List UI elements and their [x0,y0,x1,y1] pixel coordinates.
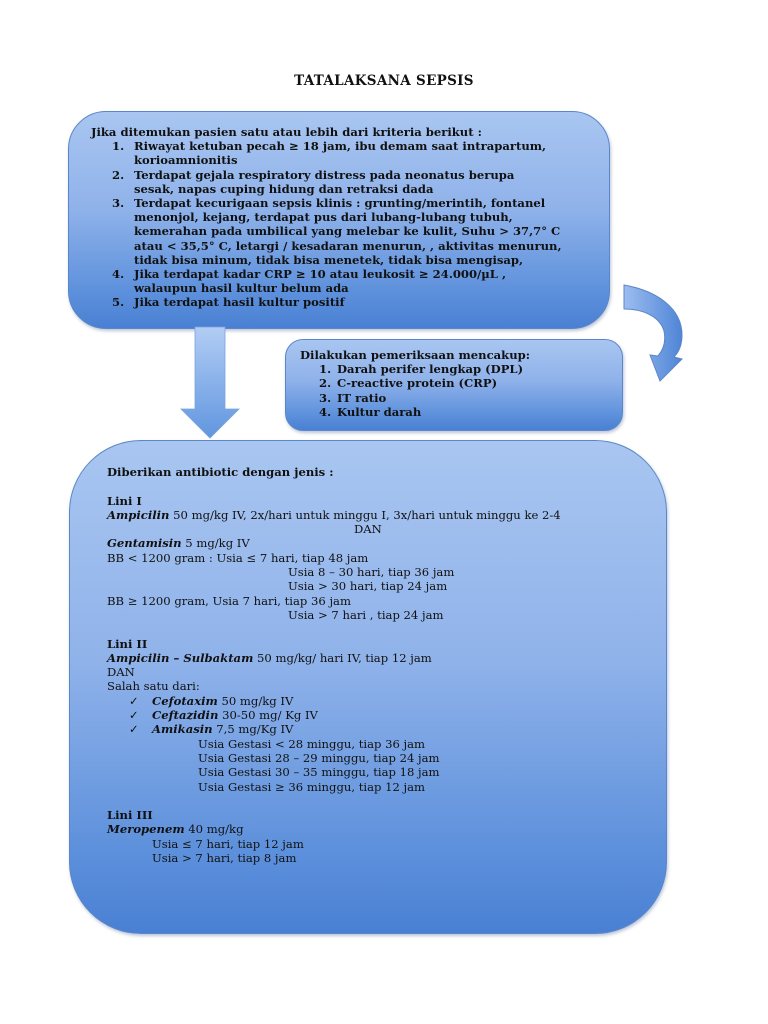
list-item: 2. Terdapat gejala respiratory distress pada neonatus berupa sesak, napas cuping hidung dan retraksi dada [112,167,515,196]
ampicilin-line: Ampicilin 50 mg/kg IV, 2x/hari untuk minggu I, 3x/hari untuk minggu ke 2-4 [107,507,561,522]
criteria-box [68,111,610,329]
list-item: 5. Jika terdapat hasil kultur positif [112,295,345,310]
list-item: 1. Riwayat ketuban pecah ≥ 18 jam, ibu demam saat intrapartum, korioamnionitis [112,139,547,168]
gestasi-line: Usia Gestasi < 28 minggu, tiap 36 jam [198,736,426,751]
examination-list [300,362,608,419]
gestasi-line: Usia Gestasi 30 – 35 minggu, tiap 18 jam [198,765,440,780]
gentamisin-line: Gentamisin 5 mg/kg IV [107,536,250,551]
meropenem-age: Usia ≤ 7 hari, tiap 12 jam [152,836,304,851]
lini-2-heading: Lini II [107,636,148,651]
option-amikasin: ✓ Amikasin 7,5 mg/Kg IV [107,722,646,736]
bb-over-1200: BB ≥ 1200 gram, Usia 7 hari, tiap 36 jam [107,593,351,608]
lini-1-heading: Lini I [107,493,142,508]
examination-intro: Dilakukan pemeriksaan mencakup: [300,348,531,362]
examination-box [285,339,623,431]
down-arrow-icon [178,327,242,439]
salah-satu-label: Salah satu dari: [107,679,200,694]
list-item: 1. Darah perifer lengkap (DPL) [319,362,524,377]
list-item: 2. C-reactive protein (CRP) [319,376,498,391]
antibiotic-intro: Diberikan antibiotic dengan jenis : [107,465,334,479]
check-icon: ✓ [129,708,139,723]
list-item: 4. Kultur darah [319,404,422,419]
gestasi-line: Usia Gestasi ≥ 36 minggu, tiap 12 jam [198,779,426,794]
dan-label: DAN [107,665,135,680]
bb-under-1200: BB < 1200 gram : Usia ≤ 7 hari, tiap 48 jam [107,550,369,565]
option-ceftazidin: ✓ Ceftazidin 30-50 mg/ Kg IV [107,708,646,722]
list-item: 3. Terdapat kecurigaan sepsis klinis : grunting/merintih, fontanel menonjol, kejang, terdapat pus dari lubang-lubang tubuh, kemerahan pada umbilical yang melebar ke kulit, Suhu > 37,7° C atau < 35,5° C, letargi / kesadaran menurun, , aktivitas menurun, tidak bisa minum, tidak bisa menetek, tidak bisa mengisap, [112,196,562,267]
bb-under-1200-age-b: Usia > 30 hari, tiap 24 jam [288,579,448,594]
gestasi-line: Usia Gestasi 28 – 29 minggu, tiap 24 jam [198,750,440,765]
bb-over-1200-age: Usia > 7 hari , tiap 24 jam [288,607,444,622]
check-icon: ✓ [129,722,139,737]
list-item: 3. IT ratio [319,390,387,405]
check-icon: ✓ [129,693,139,708]
curved-arrow-icon [620,283,690,383]
page-title: TATALAKSANA SEPSIS [294,73,474,89]
lini-3-heading: Lini III [107,808,153,823]
bb-under-1200-age-a: Usia 8 – 30 hari, tiap 36 jam [288,565,455,580]
criteria-intro: Jika ditemukan pasien satu atau lebih dari kriteria berikut : [91,125,482,139]
dan-label: DAN [354,522,382,537]
option-cefotaxim: ✓ Cefotaxim 50 mg/kg IV [107,694,646,708]
list-item: 4. Jika terdapat kadar CRP ≥ 10 atau leukosit ≥ 24.000/µL , walaupun hasil kultur belum ada [112,267,506,296]
meropenem-age: Usia > 7 hari, tiap 8 jam [152,851,297,866]
ampicilin-sulbaktam-line: Ampicilin – Sulbaktam 50 mg/kg/ hari IV, tiap 12 jam [107,650,432,665]
meropenem-line: Meropenem 40 mg/kg [107,822,244,837]
antibiotic-box [69,440,667,934]
criteria-list [91,139,589,309]
